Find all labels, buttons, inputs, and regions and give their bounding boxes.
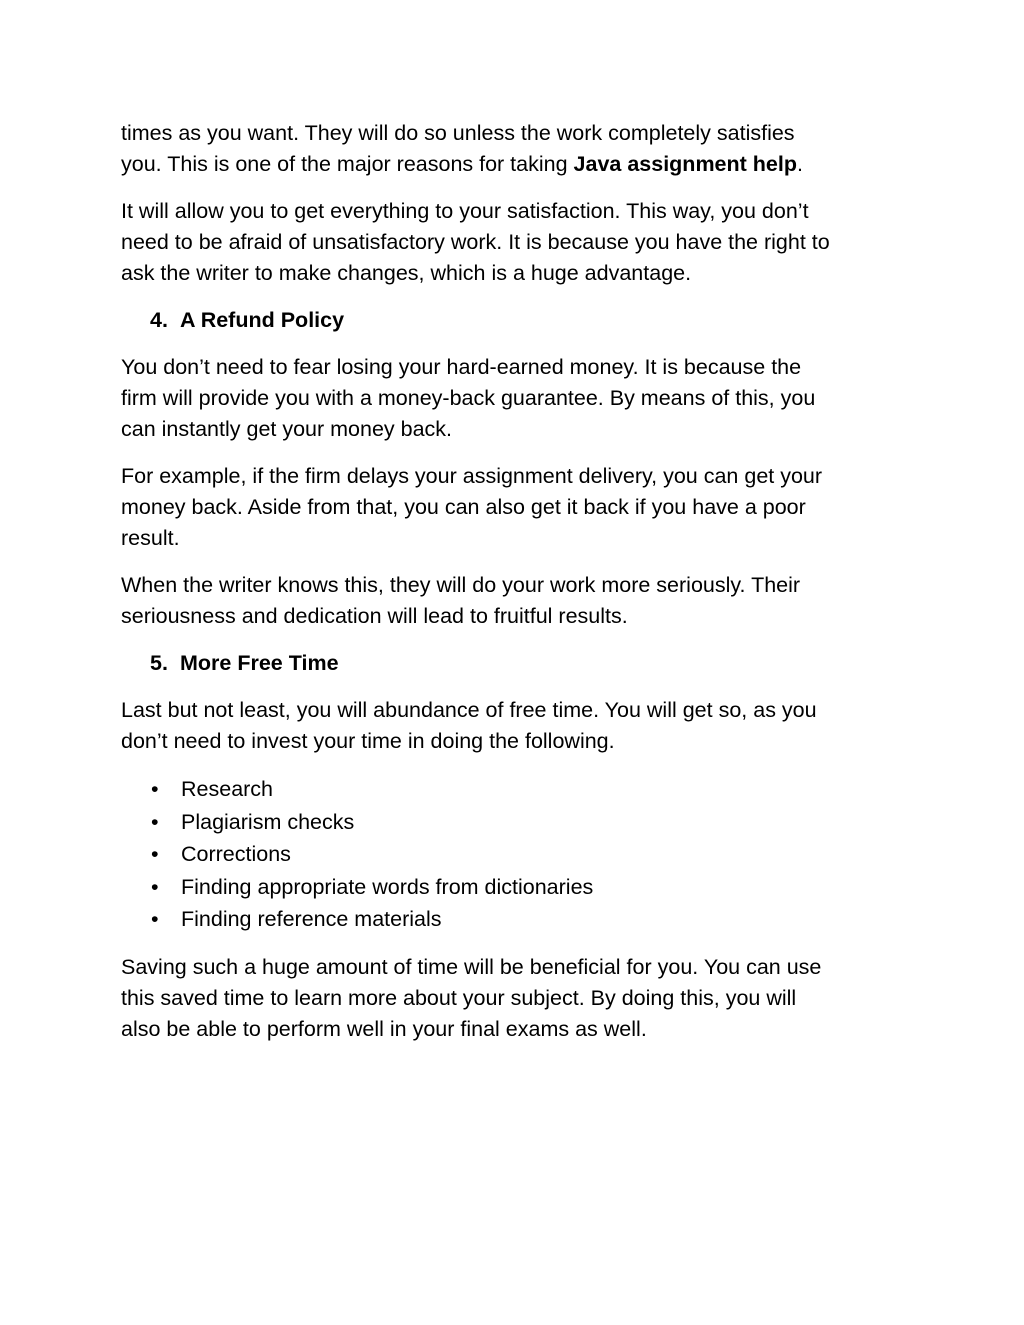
list-item-text: Corrections	[181, 842, 291, 866]
bullet-icon: •	[151, 842, 159, 866]
paragraph-refund-2: For example, if the firm delays your assignment delivery, you can get your money back. Aside from that, you can also get it back if you have a poor result.	[121, 464, 823, 550]
paragraph-satisfaction: It will allow you to get everything to your satisfaction. This way, you don’t need to be afraid of unsatisfactory work. It is because you have the right to ask the writer to make changes, which is a huge advantage.	[121, 199, 830, 285]
list-item-text: Research	[181, 777, 274, 801]
java-assignment-help-emphasis: Java assignment help	[573, 152, 797, 176]
list-item	[121, 903, 911, 936]
document-page	[121, 118, 911, 1061]
paragraph-text: times as you want. They will do so unless the work completely satisfies you. This is one of the major reasons for taking	[121, 121, 795, 176]
list-item-text: Plagiarism checks	[181, 809, 355, 834]
bullet-list	[121, 773, 911, 936]
heading-refund-policy	[121, 305, 911, 336]
bullet-icon: •	[151, 874, 159, 899]
paragraph-satisfaction-intro	[121, 118, 911, 180]
bullet-icon: •	[151, 777, 159, 801]
list-item-text: Finding reference materials	[181, 907, 442, 931]
heading-title: A Refund Policy	[180, 308, 345, 332]
paragraph-refund-3: When the writer knows this, they will do your work more seriously. Their seriousness and dedication will lead to fruitful results.	[121, 573, 801, 628]
bullet-icon: •	[151, 809, 159, 834]
paragraph-text-end: .	[796, 152, 803, 176]
list-item	[121, 838, 911, 871]
paragraph-conclusion: Saving such a huge amount of time will be beneficial for you. You can use this saved time to learn more about your subject. By doing this, you will also be able to perform well in your final exams as well.	[121, 954, 822, 1041]
bullet-icon: •	[151, 907, 159, 931]
list-item-text: Finding appropriate words from dictionaries	[181, 874, 594, 899]
list-item	[121, 806, 911, 839]
heading-number: 5.	[150, 651, 168, 675]
heading-more-free-time	[121, 648, 911, 679]
paragraph-free-time: Last but not least, you will abundance of free time. You will get so, as you don’t need to invest your time in doing the following.	[121, 698, 817, 753]
list-item	[121, 773, 911, 806]
list-item	[121, 871, 911, 904]
heading-title: More Free Time	[180, 651, 339, 675]
heading-number: 4.	[150, 308, 168, 332]
paragraph-refund-1: You don’t need to fear losing your hard-earned money. It is because the firm will provide you with a money-back guarantee. By means of this, you can instantly get your money back.	[121, 355, 816, 441]
